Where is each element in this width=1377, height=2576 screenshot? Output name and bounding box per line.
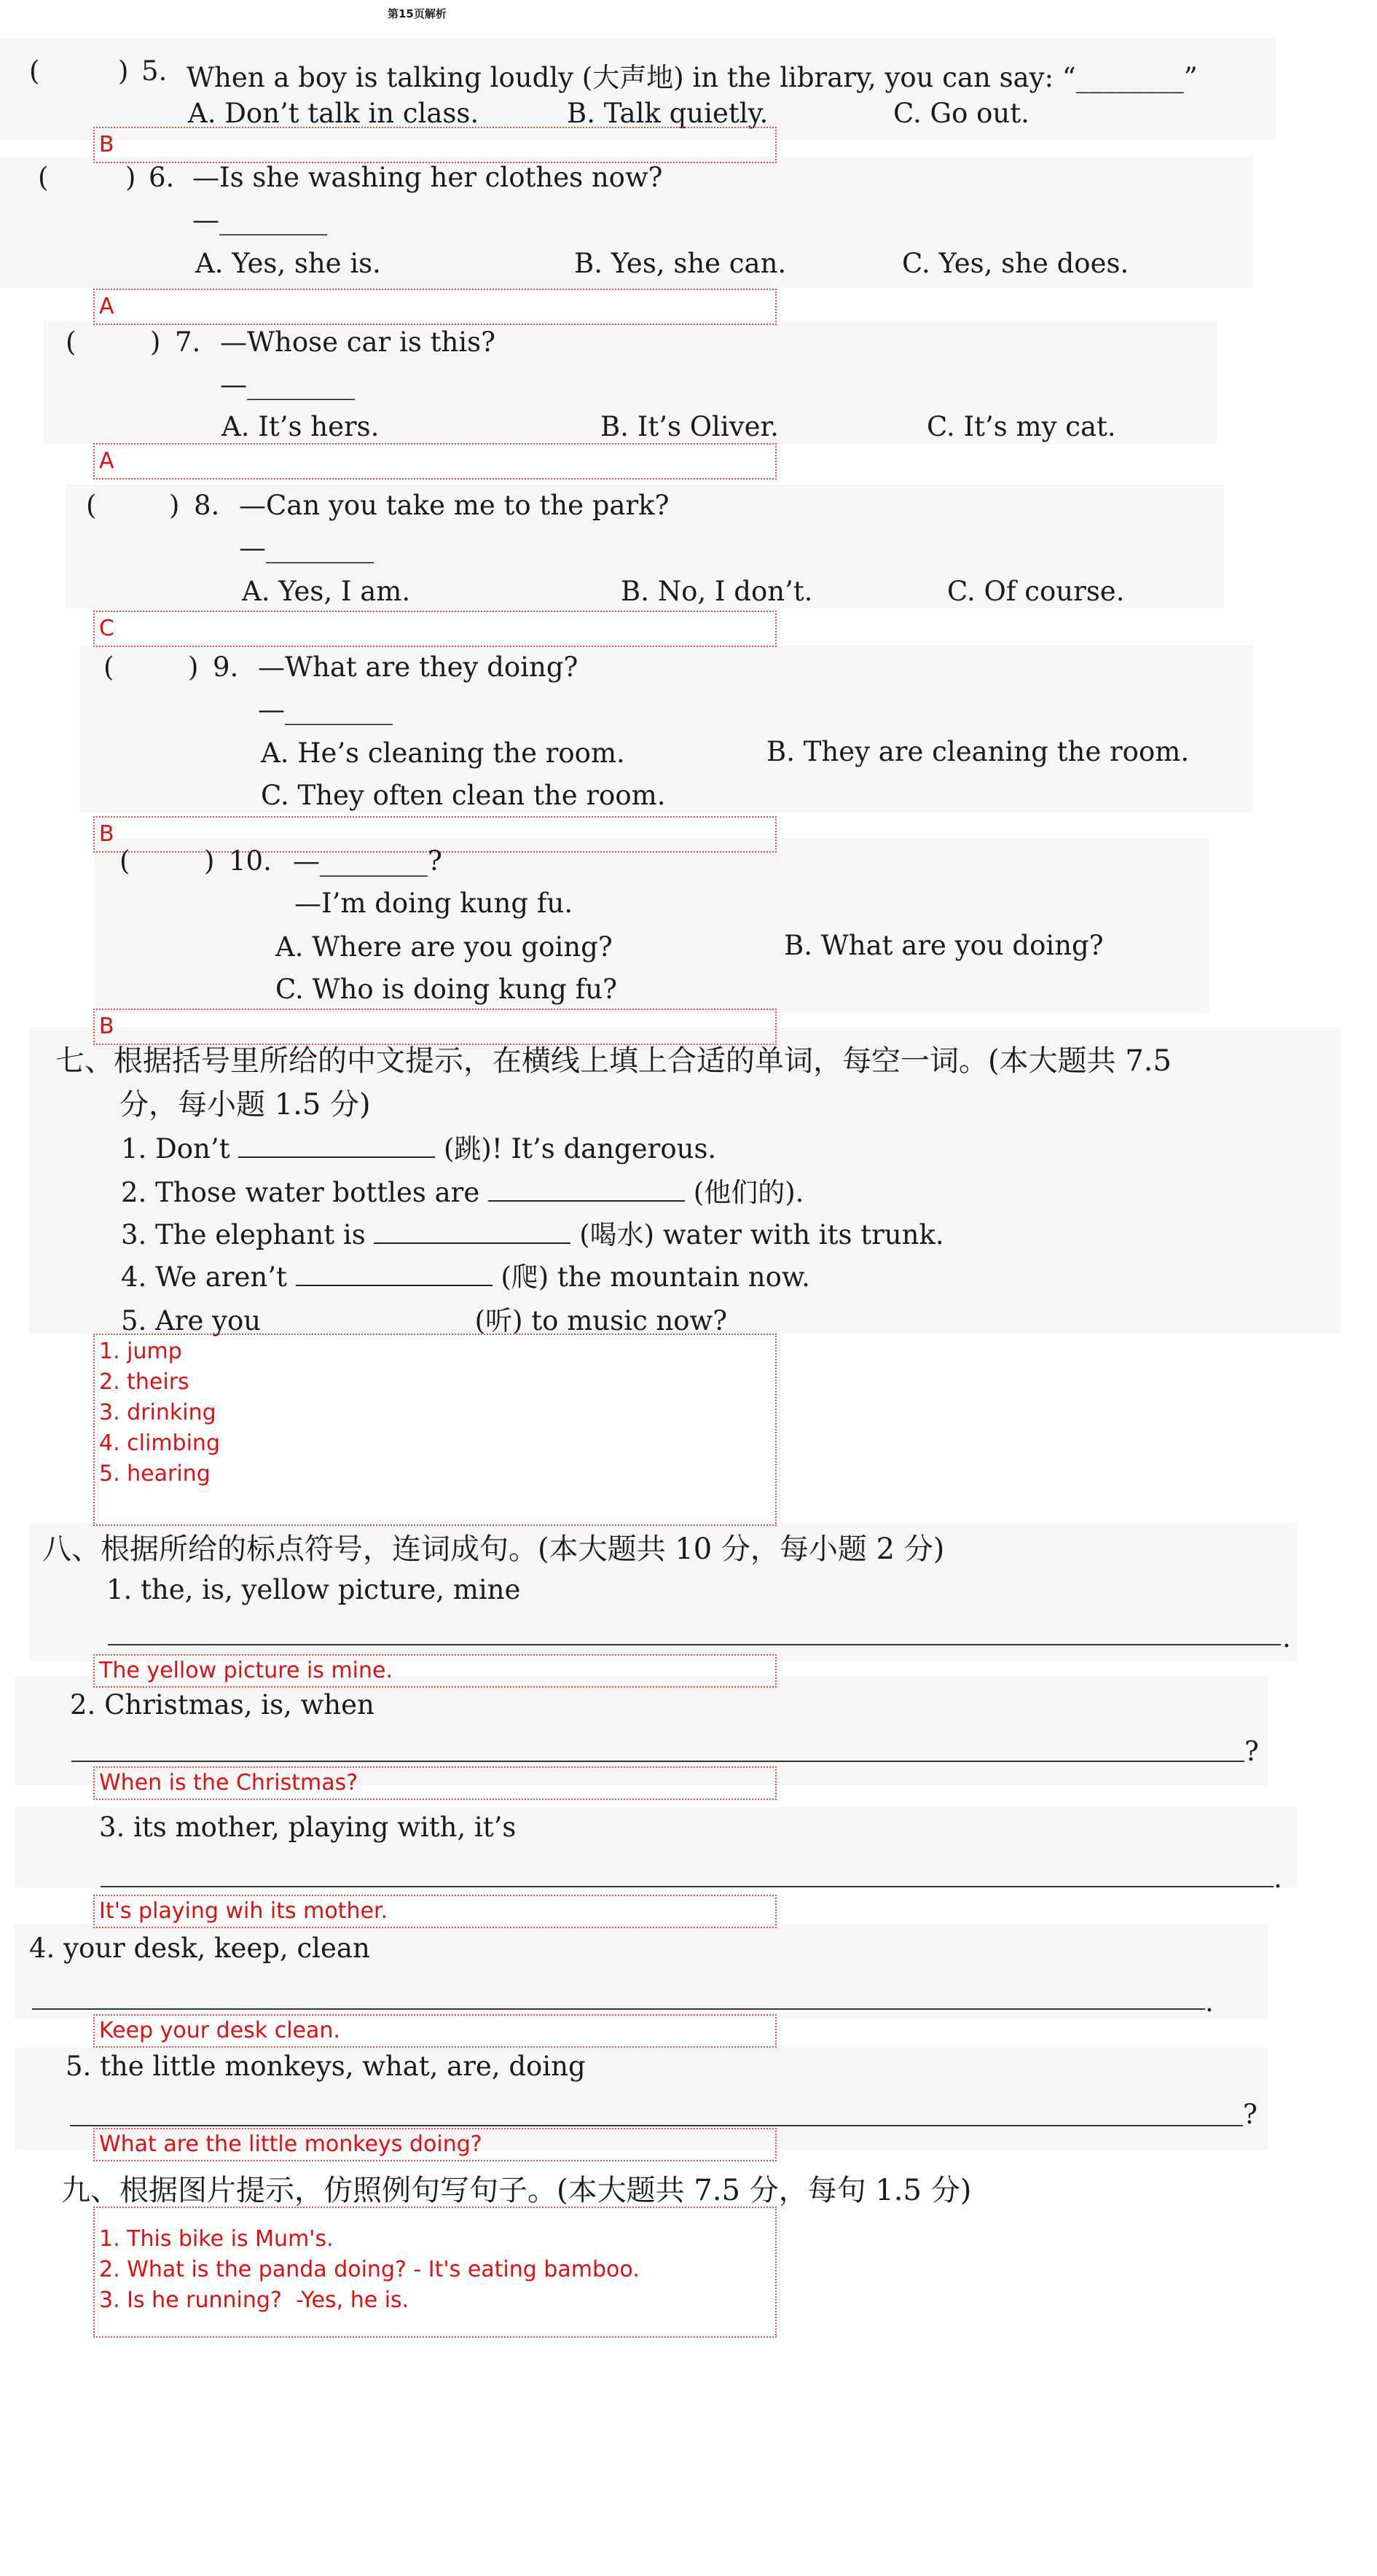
bracket-close: ) [188,651,199,683]
bracket-close: ) [125,162,136,193]
answer-box-order-5: What are the little monkeys doing? [93,2128,777,2161]
bracket-close: ) [118,55,129,87]
answer-box-order-3: It's playing wih its mother. [93,1895,777,1928]
option-b: B. Yes, she can. [574,248,787,279]
fill-item-5 [121,1299,727,1338]
question-number: 9. [213,651,239,683]
option-b: B. It’s Oliver. [600,411,779,442]
end-punct: ? [1243,2099,1258,2130]
option-c: C. Yes, she does. [902,248,1129,279]
answer-box-5: B [93,127,777,163]
question-stem: —________? [293,845,442,877]
order-item-1: 1. the, is, yellow picture, mine [106,1574,521,1605]
fill-item-post: (听) to music now? [474,1305,728,1336]
page-header: 第15页解析 [388,7,447,20]
answer-box-order-1: The yellow picture is mine. [93,1654,777,1688]
fill-blank [238,1136,435,1158]
answer-line [108,1644,1281,1645]
order-item-3: 3. its mother, playing with, it’s [99,1812,517,1843]
option-b: B. What are you doing? [784,930,1104,961]
option-c: C. Who is doing kung fu? [275,974,617,1005]
question-stem: —Is she washing her clothes now? [192,162,663,193]
end-punct: . [1274,1863,1282,1894]
fill-item-1 [121,1127,716,1166]
answer-box-section-7: 1. jump 2. theirs 3. drinking 4. climbing 5. hearing [93,1334,777,1526]
question-stem: When a boy is talking loudly (大声地) in the library, you can say: “________” [187,62,1198,93]
bracket-open: ( [86,490,97,521]
option-c: C. It’s my cat. [927,411,1116,442]
section-9-title: 九、根据图片提示，仿照例句写句子。(本大题共 7.5 分，每句 1.5 分) [61,2174,972,2207]
option-a: A. Yes, she is. [195,248,381,279]
reply-blank: —________ [239,532,374,563]
option-b: B. They are cleaning the room. [766,736,1190,767]
answer-line [70,2125,1243,2126]
option-b: B. No, I don’t. [621,576,813,607]
question-number: 6. [149,162,175,193]
reply-blank: —________ [258,694,393,725]
order-item-4: 4. your desk, keep, clean [29,1933,370,1964]
section-7-title-cont: 分，每小题 1.5 分) [119,1088,371,1121]
option-a: A. It’s hers. [221,411,380,442]
question-stem: —Whose car is this? [220,326,495,358]
reply-blank: —________ [220,369,355,400]
fill-blank [296,1264,493,1286]
order-item-2: 2. Christmas, is, when [70,1689,374,1720]
fill-item-pre: 5. Are you [121,1305,262,1336]
fill-item-3 [121,1213,944,1252]
answer-line [32,2008,1205,2010]
section-8-title: 八、根据所给的标点符号，连词成句。(本大题共 10 分，每小题 2 分) [42,1532,945,1566]
fill-item-post: (喝水) water with its trunk. [579,1219,944,1250]
option-a: A. He’s cleaning the room. [261,737,625,769]
bracket-open: ( [66,326,76,358]
option-a: A. Don’t talk in class. [188,98,479,129]
fill-item-post: (跳)! It’s dangerous. [444,1133,717,1164]
bracket-close: ) [204,845,215,877]
fill-item-pre: 2. Those water bottles are [121,1177,480,1208]
answer-box-9: B [93,816,777,853]
end-punct: . [1282,1622,1291,1653]
answer-box-order-4: Keep your desk clean. [93,2014,777,2048]
question-number: 5. [141,55,168,87]
section-7-title: 七、根据括号里所给的中文提示，在横线上填上合适的单词，每空一词。(本大题共 7.5 [55,1044,1172,1078]
bracket-open: ( [29,55,40,87]
option-a: A. Yes, I am. [242,576,411,607]
reply-line: —I’m doing kung fu. [294,888,573,919]
option-a: A. Where are you going? [275,931,613,963]
fill-item-post: (他们的). [693,1177,804,1208]
answer-box-section-9: 1. This bike is Mum's. 2. What is the panda doing? - It's eating bamboo. 3. Is he running? -Yes, he is. [93,2207,777,2338]
bracket-close: ) [169,490,180,521]
bracket-close: ) [150,326,161,358]
scan-strip [80,645,1253,813]
fill-item-2 [121,1170,804,1210]
bracket-open: ( [103,651,114,683]
fill-item-pre: 1. Don’t [121,1133,230,1164]
end-punct: . [1205,1986,1214,2018]
fill-blank [374,1222,570,1244]
fill-blank [488,1180,685,1202]
fill-item-pre: 4. We aren’t [121,1261,287,1293]
answer-box-6: A [93,289,777,325]
order-item-5: 5. the little monkeys, what, are, doing [66,2051,586,2082]
answer-box-8: C [93,611,777,647]
answer-line [71,1761,1244,1762]
end-punct: ? [1244,1736,1259,1767]
fill-item-4 [121,1255,810,1294]
question-number: 10. [229,845,272,877]
answer-box-order-2: When is the Christmas? [93,1766,777,1800]
answer-line [101,1886,1274,1887]
answer-box-7: A [93,443,777,479]
answer-box-10: B [93,1009,777,1045]
option-c: C. Go out. [893,98,1029,129]
question-stem: —Can you take me to the park? [239,490,670,521]
question-number: 8. [194,490,220,521]
option-c: C. Of course. [947,576,1125,607]
reply-blank: —________ [192,204,327,235]
option-c: C. They often clean the room. [261,780,666,811]
option-b: B. Talk quietly. [567,98,769,129]
fill-item-pre: 3. The elephant is [121,1219,366,1250]
bracket-open: ( [38,162,49,193]
bracket-open: ( [119,845,130,877]
fill-item-post: (爬) the mountain now. [501,1261,810,1293]
question-number: 7. [175,326,201,358]
question-stem: —What are they doing? [258,651,578,683]
